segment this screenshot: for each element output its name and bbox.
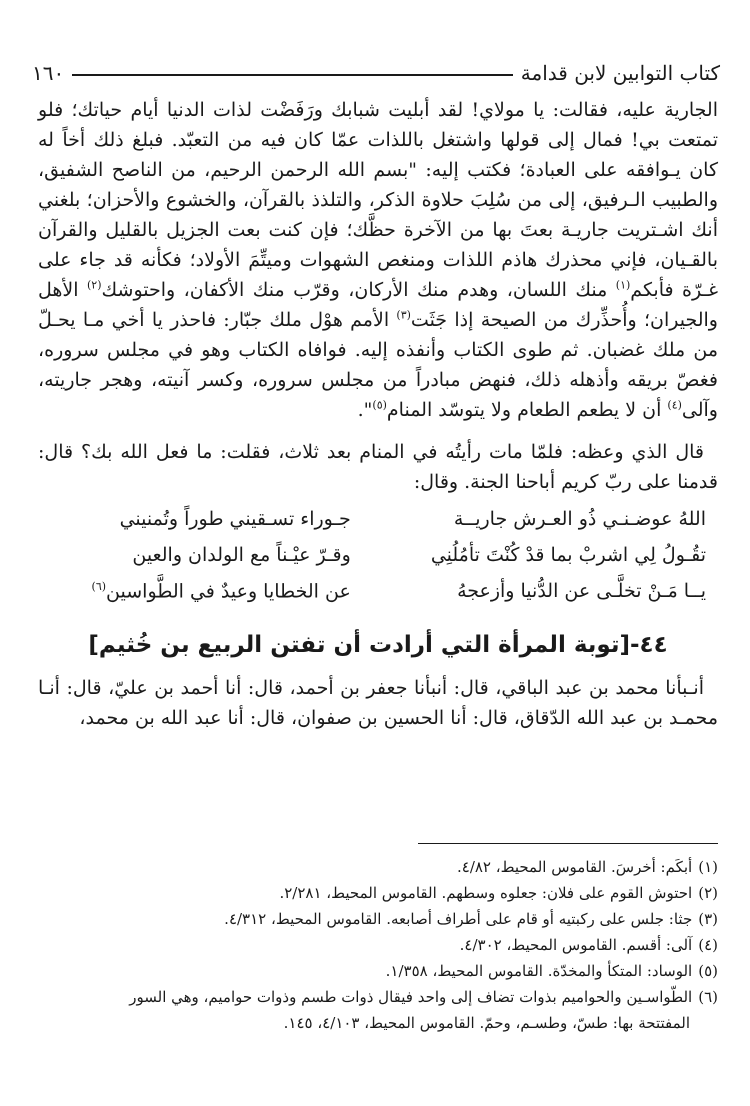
verse-first-half: اللهُ عوضـنـي ذُو العـرش جاريــة bbox=[453, 508, 706, 530]
page-number: ١٦٠ bbox=[32, 61, 65, 85]
poem bbox=[38, 501, 718, 609]
footnote-number: (٦) bbox=[698, 988, 718, 1006]
footnote-number: (٢) bbox=[698, 884, 718, 902]
footnote-text: الطّواسـين والحواميم بذوات تضاف إلى واحد فيقال ذوات طسم وذوات حواميم، وهي السور bbox=[129, 988, 693, 1006]
paragraph-dream: قال الذي وعظه: فلمّا مات رأيتُه في المنام بعد ثلاث، فقلت: ما فعل الله بك؟ قال: قدمنا على ربّ كريم أباحنا الجنة. وقال: bbox=[38, 441, 718, 493]
footnote-text: أبكَم: أخرسَ. القاموس المحيط، ٤/٨٢. bbox=[456, 858, 693, 876]
footnote-ref: (٦) bbox=[91, 579, 107, 593]
footnote-text: جثا: جلس على ركبتيه أو قام على أطراف أصابعه. القاموس المحيط، ٤/٣١٢. bbox=[224, 910, 693, 928]
footnote-ref: (١) bbox=[615, 278, 631, 292]
footnote-number: (٥) bbox=[698, 962, 718, 980]
verse-text: عن الخطايا وعيدٌ في الطَّواسين bbox=[106, 580, 351, 603]
paragraph-text: الأمم هوْل ملك جبّار: فاحذر يا أخي مـا يحـلّ من ملك غضبان. ثم طوى الكتاب وأنفذه إليه. فوافاه الكتاب وهو في مجلس سروره، فغصّ بريقه وأذهله ذلك، فنهض مبادراً من مجلس سروره، وكسر آنيته، وهجر جاريته، وآلى bbox=[38, 309, 718, 421]
footnote-rule bbox=[418, 843, 718, 844]
footnote bbox=[38, 880, 718, 906]
footnote-ref: (٤) bbox=[667, 398, 682, 412]
verse-second-half: وقـرّ عيْـناً مع الولدان والعين bbox=[132, 544, 351, 566]
footnote-ref: (٢) bbox=[87, 278, 102, 292]
footnotes bbox=[38, 843, 718, 1036]
verse-first-half: تقُـولُ لِي اشربْ بما قدْ كُنْتَ تأمُلُنِي bbox=[430, 544, 706, 566]
verse-second-half bbox=[38, 580, 351, 602]
footnote-continuation bbox=[38, 1010, 718, 1036]
section-heading: ٤٤-[توبة المرأة التي أرادت أن تفتن الربيع بن خُثيم] bbox=[88, 632, 668, 658]
book-title: كتاب التوابين لابن قدامة bbox=[520, 61, 720, 85]
paragraph-isnad: أنـبأنا محمد بن عبد الباقي، قال: أنبأنا جعفر بن أحمد، قال: أنا أحمد بن عليّ، قال: أنـا محمـد بن عبد الله الدّقاق، قال: أنا الحسين بن صفوان، قال: أنا عبد الله بن محمد، bbox=[38, 677, 718, 729]
poem-verse bbox=[38, 573, 718, 609]
footnote bbox=[38, 932, 718, 958]
footnote-number: (٤) bbox=[698, 936, 718, 954]
paragraph-text: ". bbox=[357, 399, 373, 421]
verse-first-half: يــا مَـنْ تخلَّـى عن الدُّنيا وأزعجهُ bbox=[457, 580, 706, 602]
poem-verse bbox=[38, 501, 718, 537]
page-header bbox=[32, 58, 720, 88]
footnote bbox=[38, 906, 718, 932]
footnote-ref: (٥) bbox=[372, 398, 387, 412]
footnote-ref: (٣) bbox=[396, 308, 411, 322]
paragraph-text: الجارية عليه، فقالت: يا مولاي! لقد أبليت شبابك ورَفَضْت لذات الدنيا أيام حياتك؛ فلو تمتعت بي! فمال إلى قولها واشتغل باللذات عمّا كان فيه من التعبّد. فبلغ ذلك أخاً له كان يـوافقه على العبادة؛ فكتب إليه: "بسم الله الرحمن الرحيم، من الناصح الشفيق، والطبيب الـرفيق، إلى من سُلِبَ حلاوة الذكر، والتلذذ بالقرآن، والخشوع والأحزان؛ بلغني أنك اشـتريت جاريـة بعتَ بها من الآخرة حظَّك؛ فإن كنت بعت الجزيل بالقليل والقرآن بالقـيان، فإني محذرك هاذم اللذات ومنغص الشهوات وميتِّمَ الأولاد؛ فكأنه قد جاء على غـرّة فأبكم bbox=[38, 99, 719, 301]
poem-verse bbox=[38, 537, 718, 573]
page-body bbox=[38, 95, 718, 733]
header-rule bbox=[72, 74, 513, 76]
paragraph-letter bbox=[38, 95, 718, 425]
footnote bbox=[38, 958, 718, 984]
footnote bbox=[38, 984, 718, 1010]
paragraph-text: أن لا يطعم الطعام ولا يتوسّد المنام bbox=[386, 399, 668, 421]
paragraph-text: الأهل والجيران؛ وأُحذِّرك من الصيحة إذا جَثَت bbox=[38, 279, 718, 331]
footnote-text: احتوش القوم على فلان: جعلوه وسطهم. القاموس المحيط، ٢/٢٨١. bbox=[279, 884, 693, 902]
footnote-number: (١) bbox=[698, 858, 718, 876]
footnote-text: المفتتحة بها: طسّ، وطسـم، وحمّ. القاموس المحيط، ٤/١٠٣، ١٤٥. bbox=[283, 1014, 690, 1032]
footnote-text: الوساد: المتكأ والمخدّة. القاموس المحيط، ١/٣٥٨. bbox=[385, 962, 693, 980]
verse-second-half: جـوراء تسـقيني طوراً وتُمنيني bbox=[119, 508, 351, 530]
footnote-number: (٣) bbox=[698, 910, 718, 928]
footnote bbox=[38, 854, 718, 880]
paragraph-text: منك اللسان، وهدم منك الأركان، وقرّب منك الأكفان، واحتوشك bbox=[101, 279, 616, 301]
footnote-text: آلى: أقسم. القاموس المحيط، ٤/٣٠٢. bbox=[459, 936, 693, 954]
